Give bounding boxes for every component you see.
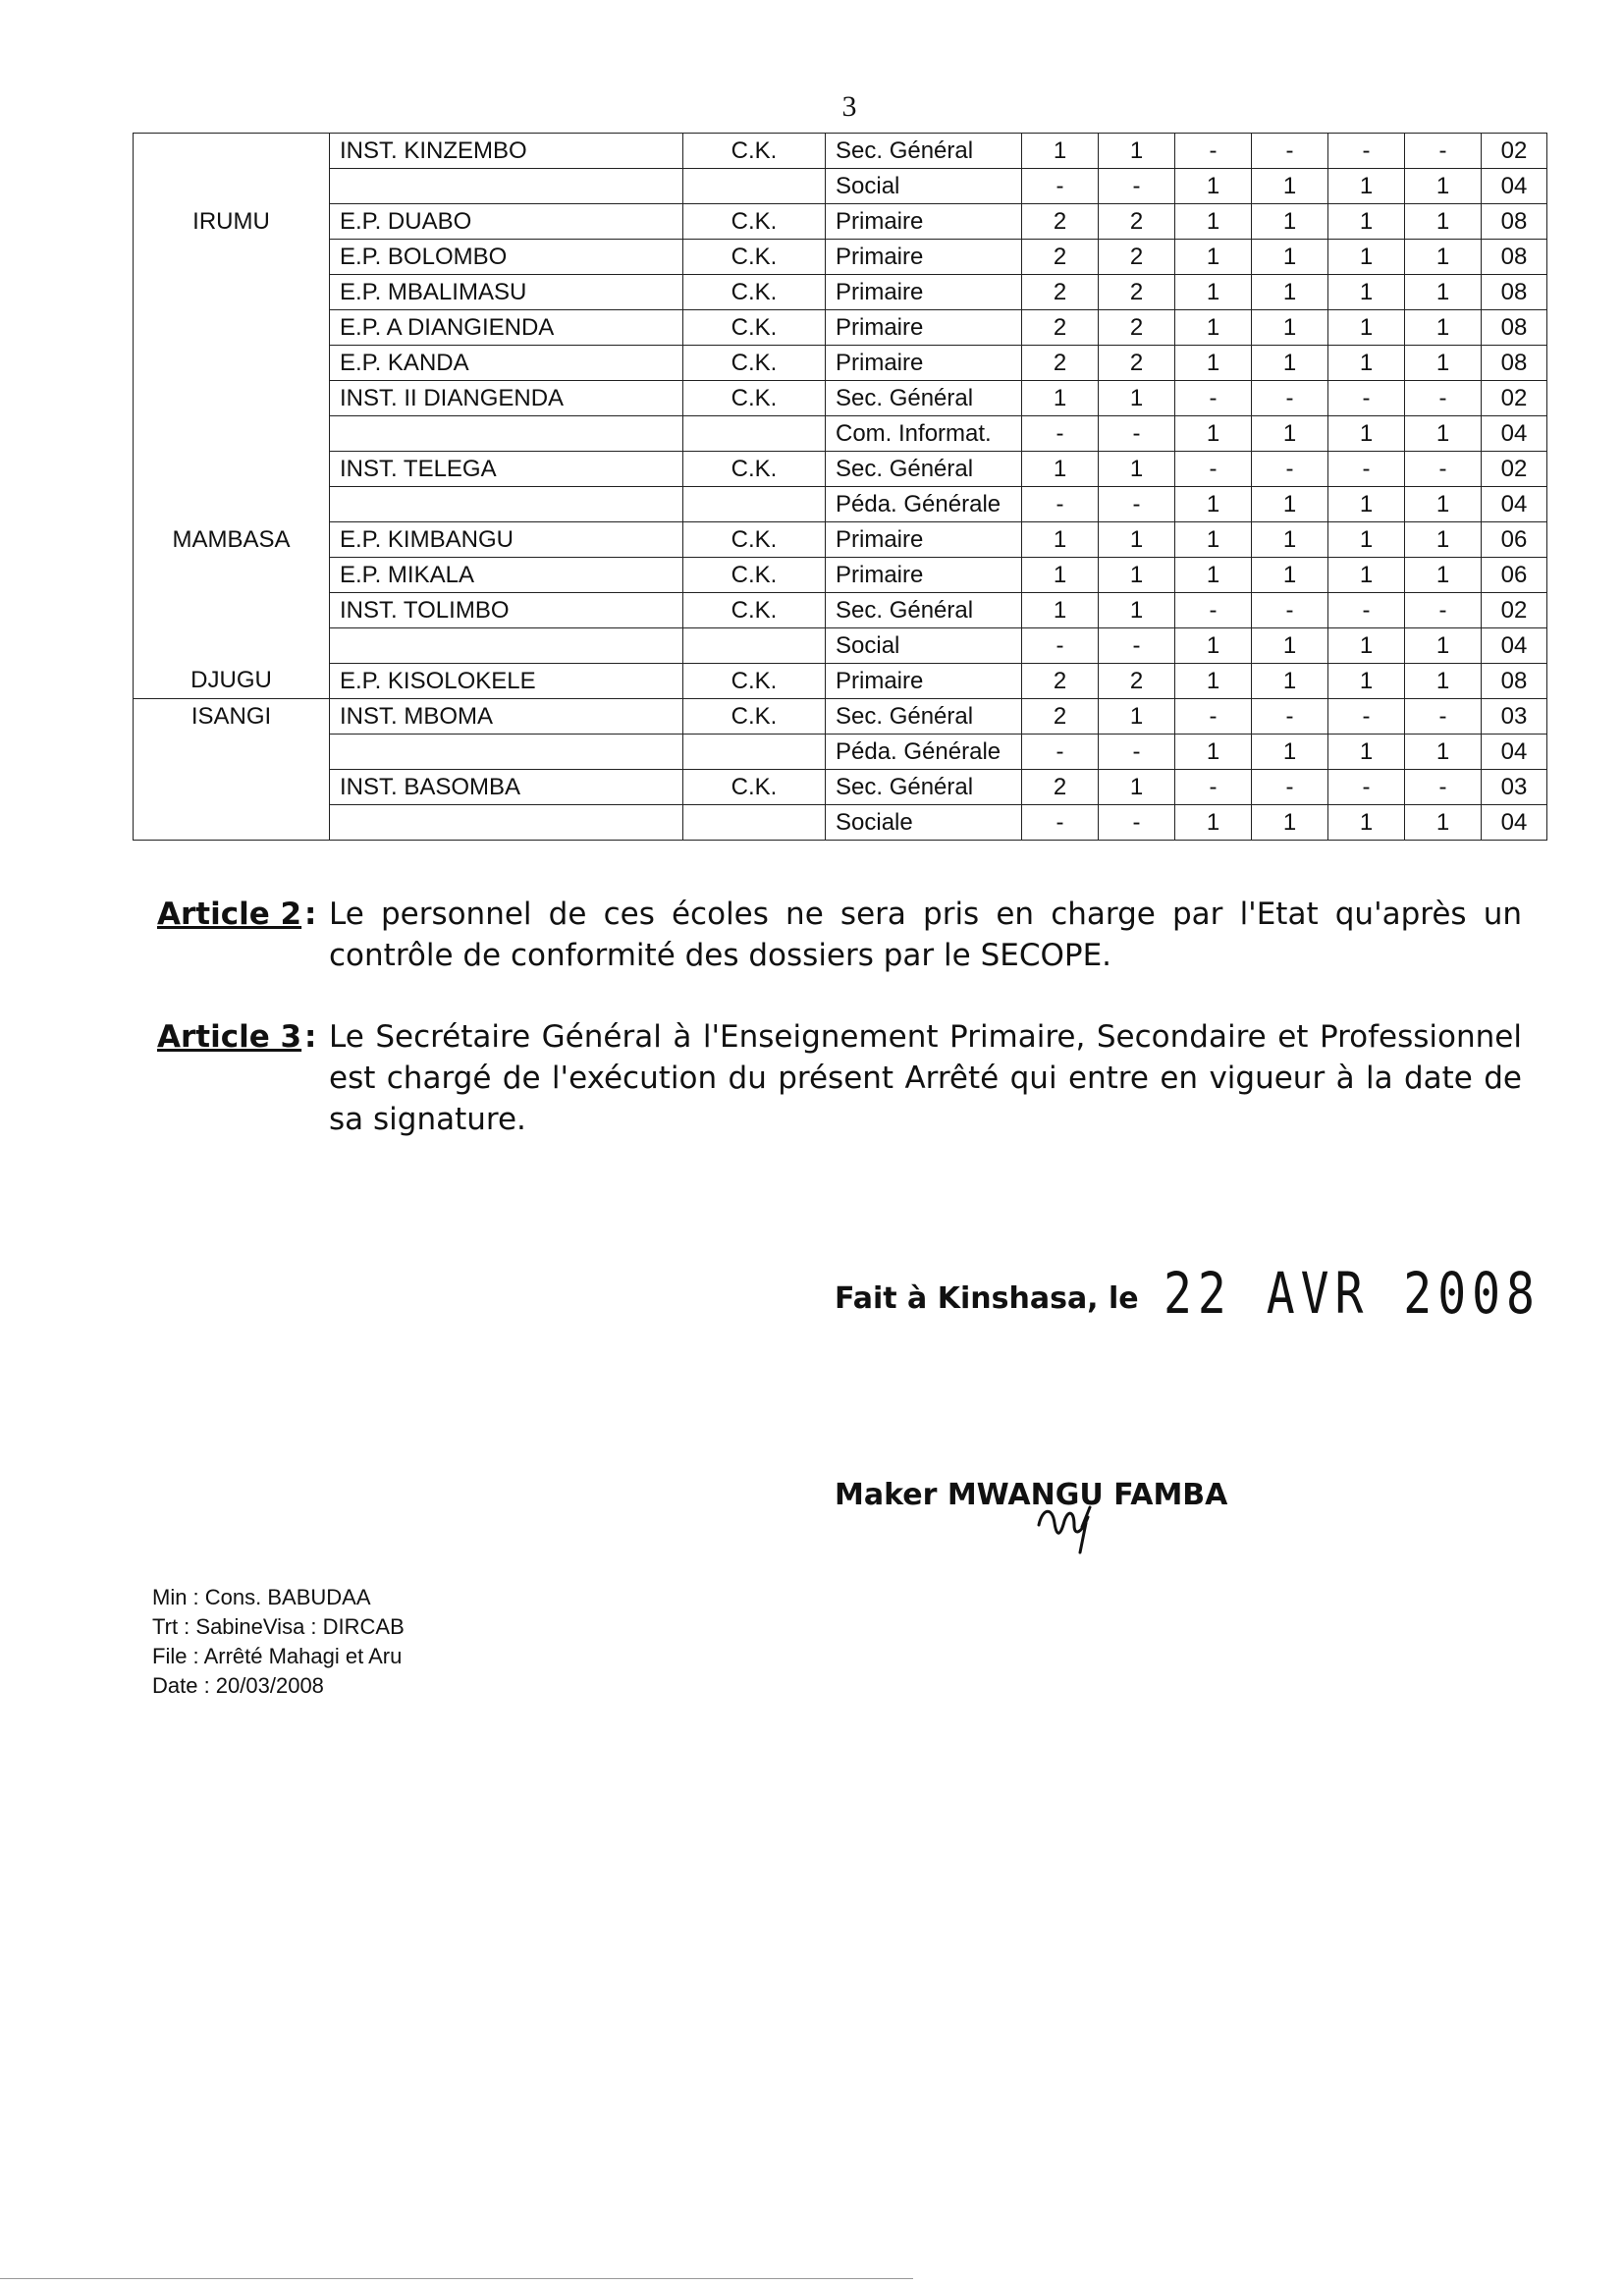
school-name-cell [330, 169, 683, 204]
article-2-colon: : [304, 897, 317, 932]
network-cell [683, 805, 826, 841]
class-count-cell: - [1328, 699, 1405, 735]
class-count-cell: 1 [1099, 522, 1175, 558]
class-count-cell: - [1328, 452, 1405, 487]
region-cell [134, 628, 330, 664]
class-count-cell: 1 [1099, 381, 1175, 416]
school-name-cell: E.P. KISOLOKELE [330, 664, 683, 699]
handwritten-signature [1031, 1497, 1110, 1556]
class-count-cell: 1 [1099, 558, 1175, 593]
table-row [134, 452, 1547, 487]
table-row [134, 275, 1547, 310]
section-cell: Sec. Général [826, 134, 1022, 169]
date-stamp: 22 AVR 2008 [1164, 1261, 1541, 1328]
network-cell: C.K. [683, 770, 826, 805]
class-count-cell: 1 [1328, 487, 1405, 522]
section-cell: Primaire [826, 240, 1022, 275]
class-count-cell: 1 [1175, 805, 1252, 841]
school-name-cell: E.P. KIMBANGU [330, 522, 683, 558]
region-cell: IRUMU [134, 204, 330, 240]
school-name-cell: INST. MBOMA [330, 699, 683, 735]
class-count-cell: 1 [1328, 204, 1405, 240]
class-count-cell: 2 [1099, 346, 1175, 381]
class-count-cell: 2 [1022, 275, 1099, 310]
table-row [134, 169, 1547, 204]
class-count-cell: 1 [1252, 558, 1328, 593]
total-cell: 04 [1482, 416, 1547, 452]
class-count-cell: 1 [1328, 735, 1405, 770]
class-count-cell: 1 [1405, 169, 1482, 204]
region-cell [134, 275, 330, 310]
class-count-cell: 1 [1175, 664, 1252, 699]
class-count-cell: - [1405, 134, 1482, 169]
total-cell: 02 [1482, 452, 1547, 487]
region-cell [134, 416, 330, 452]
class-count-cell: 1 [1252, 416, 1328, 452]
region-cell: DJUGU [134, 664, 330, 699]
class-count-cell: 1 [1175, 416, 1252, 452]
region-cell [134, 558, 330, 593]
class-count-cell: - [1328, 134, 1405, 169]
class-count-cell: 1 [1022, 134, 1099, 169]
region-cell [134, 346, 330, 381]
class-count-cell: 1 [1252, 346, 1328, 381]
total-cell: 03 [1482, 770, 1547, 805]
class-count-cell: - [1175, 770, 1252, 805]
class-count-cell: 1 [1175, 346, 1252, 381]
class-count-cell: 1 [1175, 487, 1252, 522]
network-cell [683, 416, 826, 452]
network-cell [683, 628, 826, 664]
class-count-cell: 1 [1328, 310, 1405, 346]
table-row [134, 522, 1547, 558]
article-3-text: Le Secrétaire Général à l'Enseignement Primaire, Secondaire et Professionnel est chargé de l'exécution du présent Arrêté qui entre en vigueur à la date de sa signature. [329, 1019, 1522, 1137]
class-count-cell: - [1405, 770, 1482, 805]
class-count-cell: 1 [1022, 452, 1099, 487]
footer-date: Date : 20/03/2008 [152, 1673, 324, 1698]
table-body [134, 134, 1547, 841]
class-count-cell: 2 [1022, 310, 1099, 346]
region-cell [134, 593, 330, 628]
network-cell: C.K. [683, 452, 826, 487]
total-cell: 04 [1482, 735, 1547, 770]
allocation-table [133, 133, 1546, 841]
table-row [134, 204, 1547, 240]
class-count-cell: 1 [1405, 310, 1482, 346]
class-count-cell: 1 [1328, 275, 1405, 310]
class-count-cell: - [1175, 593, 1252, 628]
region-cell [134, 735, 330, 770]
network-cell: C.K. [683, 346, 826, 381]
class-count-cell: - [1022, 169, 1099, 204]
class-count-cell: 1 [1405, 487, 1482, 522]
table-row [134, 134, 1547, 169]
network-cell: C.K. [683, 593, 826, 628]
class-count-cell: - [1328, 770, 1405, 805]
school-name-cell: INST. TOLIMBO [330, 593, 683, 628]
class-count-cell: 2 [1099, 310, 1175, 346]
school-name-cell [330, 487, 683, 522]
class-count-cell: 1 [1252, 735, 1328, 770]
class-count-cell: 2 [1022, 664, 1099, 699]
page-number: 3 [841, 90, 857, 123]
table-row [134, 735, 1547, 770]
school-name-cell: E.P. BOLOMBO [330, 240, 683, 275]
class-count-cell: 1 [1328, 169, 1405, 204]
table-row [134, 240, 1547, 275]
table-row [134, 770, 1547, 805]
class-count-cell: 1 [1022, 522, 1099, 558]
article-2 [157, 894, 1522, 976]
total-cell: 06 [1482, 558, 1547, 593]
network-cell: C.K. [683, 381, 826, 416]
class-count-cell: 1 [1252, 275, 1328, 310]
network-cell: C.K. [683, 522, 826, 558]
region-cell [134, 452, 330, 487]
article-2-label: Article 2 [157, 897, 302, 932]
class-count-cell: 1 [1252, 204, 1328, 240]
class-count-cell: 1 [1328, 664, 1405, 699]
total-cell: 08 [1482, 310, 1547, 346]
section-cell: Com. Informat. [826, 416, 1022, 452]
class-count-cell: 1 [1252, 310, 1328, 346]
class-count-cell: 1 [1175, 735, 1252, 770]
school-name-cell [330, 805, 683, 841]
class-count-cell: 1 [1099, 770, 1175, 805]
section-cell: Sec. Général [826, 593, 1022, 628]
class-count-cell: 2 [1022, 770, 1099, 805]
class-count-cell: 1 [1328, 240, 1405, 275]
article-3 [157, 1016, 1522, 1140]
table-row [134, 487, 1547, 522]
class-count-cell: 1 [1175, 558, 1252, 593]
section-cell: Primaire [826, 204, 1022, 240]
class-count-cell: 1 [1175, 522, 1252, 558]
class-count-cell: 1 [1405, 805, 1482, 841]
table-row [134, 416, 1547, 452]
class-count-cell: 1 [1175, 169, 1252, 204]
network-cell: C.K. [683, 664, 826, 699]
class-count-cell: 1 [1328, 558, 1405, 593]
section-cell: Primaire [826, 275, 1022, 310]
school-name-cell [330, 735, 683, 770]
class-count-cell: 1 [1252, 664, 1328, 699]
region-cell: ISANGI [134, 699, 330, 735]
table-row [134, 310, 1547, 346]
section-cell: Social [826, 628, 1022, 664]
total-cell: 04 [1482, 169, 1547, 204]
article-2-text: Le personnel de ces écoles ne sera pris en charge par l'Etat qu'après un contrôle de conformité des dossiers par le SECOPE. [329, 897, 1522, 973]
table-row [134, 346, 1547, 381]
section-cell: Primaire [826, 310, 1022, 346]
class-count-cell: 1 [1175, 310, 1252, 346]
school-name-cell [330, 628, 683, 664]
network-cell: C.K. [683, 240, 826, 275]
class-count-cell: 2 [1099, 275, 1175, 310]
section-cell: Sec. Général [826, 699, 1022, 735]
school-name-cell: INST. BASOMBA [330, 770, 683, 805]
footer-file: File : Arrêté Mahagi et Aru [152, 1644, 403, 1668]
total-cell: 08 [1482, 240, 1547, 275]
total-cell: 08 [1482, 664, 1547, 699]
class-count-cell: 1 [1252, 522, 1328, 558]
region-cell [134, 310, 330, 346]
school-name-cell: E.P. DUABO [330, 204, 683, 240]
table-row [134, 805, 1547, 841]
class-count-cell: 1 [1175, 275, 1252, 310]
network-cell: C.K. [683, 699, 826, 735]
class-count-cell: 1 [1099, 699, 1175, 735]
total-cell: 08 [1482, 346, 1547, 381]
class-count-cell: 1 [1405, 204, 1482, 240]
section-cell: Péda. Générale [826, 487, 1022, 522]
table-row [134, 558, 1547, 593]
school-name-cell: E.P. MBALIMASU [330, 275, 683, 310]
class-count-cell: 1 [1022, 593, 1099, 628]
total-cell: 08 [1482, 204, 1547, 240]
class-count-cell: 1 [1405, 735, 1482, 770]
table-row [134, 593, 1547, 628]
section-cell: Primaire [826, 664, 1022, 699]
total-cell: 02 [1482, 381, 1547, 416]
section-cell: Primaire [826, 346, 1022, 381]
total-cell: 04 [1482, 628, 1547, 664]
total-cell: 04 [1482, 487, 1547, 522]
total-cell: 04 [1482, 805, 1547, 841]
class-count-cell: 1 [1175, 204, 1252, 240]
class-count-cell: - [1099, 628, 1175, 664]
class-count-cell: - [1175, 699, 1252, 735]
class-count-cell: 1 [1328, 346, 1405, 381]
footer-min: Min : Cons. BABUDAA [152, 1585, 371, 1609]
class-count-cell: - [1175, 134, 1252, 169]
class-count-cell: - [1022, 628, 1099, 664]
network-cell [683, 735, 826, 770]
section-cell: Primaire [826, 558, 1022, 593]
class-count-cell: - [1405, 452, 1482, 487]
class-count-cell: 1 [1252, 487, 1328, 522]
class-count-cell: 1 [1099, 452, 1175, 487]
school-name-cell [330, 416, 683, 452]
school-name-cell: INST. II DIANGENDA [330, 381, 683, 416]
region-cell [134, 805, 330, 841]
class-count-cell: 1 [1405, 522, 1482, 558]
signer-name: Maker MWANGU FAMBA [835, 1478, 1228, 1512]
section-cell: Primaire [826, 522, 1022, 558]
region-cell [134, 134, 330, 169]
document-footer [152, 1583, 405, 1701]
class-count-cell: 1 [1328, 628, 1405, 664]
region-cell [134, 770, 330, 805]
section-cell: Sec. Général [826, 381, 1022, 416]
school-name-cell: INST. TELEGA [330, 452, 683, 487]
class-count-cell: 1 [1405, 558, 1482, 593]
class-count-cell: 2 [1022, 699, 1099, 735]
table-row [134, 381, 1547, 416]
region-cell [134, 381, 330, 416]
class-count-cell: 1 [1175, 628, 1252, 664]
class-count-cell: 1 [1328, 416, 1405, 452]
class-count-cell: 1 [1405, 664, 1482, 699]
section-cell: Péda. Générale [826, 735, 1022, 770]
class-count-cell: 1 [1405, 240, 1482, 275]
total-cell: 02 [1482, 134, 1547, 169]
class-count-cell: - [1405, 381, 1482, 416]
network-cell: C.K. [683, 558, 826, 593]
class-count-cell: - [1252, 134, 1328, 169]
class-count-cell: - [1175, 452, 1252, 487]
network-cell [683, 169, 826, 204]
school-name-cell: E.P. A DIANGIENDA [330, 310, 683, 346]
network-cell: C.K. [683, 275, 826, 310]
class-count-cell: 1 [1252, 169, 1328, 204]
class-count-cell: 2 [1099, 204, 1175, 240]
class-count-cell: 1 [1175, 240, 1252, 275]
section-cell: Sociale [826, 805, 1022, 841]
region-cell [134, 240, 330, 275]
network-cell: C.K. [683, 204, 826, 240]
section-cell: Social [826, 169, 1022, 204]
class-count-cell: 2 [1022, 204, 1099, 240]
table-row [134, 628, 1547, 664]
class-count-cell: - [1252, 452, 1328, 487]
table-row [134, 664, 1547, 699]
class-count-cell: - [1022, 805, 1099, 841]
class-count-cell: 2 [1099, 240, 1175, 275]
class-count-cell: 2 [1022, 346, 1099, 381]
school-name-cell: E.P. KANDA [330, 346, 683, 381]
region-cell [134, 169, 330, 204]
class-count-cell: - [1328, 381, 1405, 416]
section-cell: Sec. Général [826, 452, 1022, 487]
class-count-cell: 1 [1252, 628, 1328, 664]
class-count-cell: - [1252, 699, 1328, 735]
class-count-cell: 1 [1099, 593, 1175, 628]
bottom-rule [0, 2278, 913, 2279]
class-count-cell: - [1022, 416, 1099, 452]
class-count-cell: - [1099, 416, 1175, 452]
class-count-cell: 1 [1099, 134, 1175, 169]
class-count-cell: 1 [1252, 240, 1328, 275]
class-count-cell: 1 [1405, 628, 1482, 664]
class-count-cell: - [1405, 699, 1482, 735]
place-line: Fait à Kinshasa, le [835, 1281, 1139, 1316]
total-cell: 03 [1482, 699, 1547, 735]
total-cell: 08 [1482, 275, 1547, 310]
total-cell: 02 [1482, 593, 1547, 628]
table-row [134, 699, 1547, 735]
footer-trt: Trt : SabineVisa : DIRCAB [152, 1614, 405, 1639]
class-count-cell: - [1252, 593, 1328, 628]
school-name-cell: E.P. MIKALA [330, 558, 683, 593]
class-count-cell: 1 [1405, 275, 1482, 310]
class-count-cell: 1 [1405, 416, 1482, 452]
class-count-cell: 2 [1099, 664, 1175, 699]
network-cell: C.K. [683, 134, 826, 169]
class-count-cell: 1 [1328, 805, 1405, 841]
class-count-cell: - [1099, 487, 1175, 522]
class-count-cell: 1 [1022, 381, 1099, 416]
class-count-cell: - [1252, 381, 1328, 416]
class-count-cell: - [1405, 593, 1482, 628]
region-cell [134, 487, 330, 522]
network-cell [683, 487, 826, 522]
class-count-cell: - [1099, 169, 1175, 204]
class-count-cell: - [1099, 735, 1175, 770]
class-count-cell: 1 [1405, 346, 1482, 381]
network-cell: C.K. [683, 310, 826, 346]
total-cell: 06 [1482, 522, 1547, 558]
class-count-cell: - [1328, 593, 1405, 628]
article-3-label: Article 3 [157, 1019, 302, 1055]
article-3-colon: : [304, 1019, 317, 1055]
region-cell: MAMBASA [134, 522, 330, 558]
class-count-cell: - [1022, 735, 1099, 770]
school-name-cell: INST. KINZEMBO [330, 134, 683, 169]
class-count-cell: - [1252, 770, 1328, 805]
class-count-cell: 2 [1022, 240, 1099, 275]
class-count-cell: 1 [1252, 805, 1328, 841]
class-count-cell: - [1175, 381, 1252, 416]
class-count-cell: 1 [1328, 522, 1405, 558]
section-cell: Sec. Général [826, 770, 1022, 805]
class-count-cell: 1 [1022, 558, 1099, 593]
class-count-cell: - [1022, 487, 1099, 522]
class-count-cell: - [1099, 805, 1175, 841]
